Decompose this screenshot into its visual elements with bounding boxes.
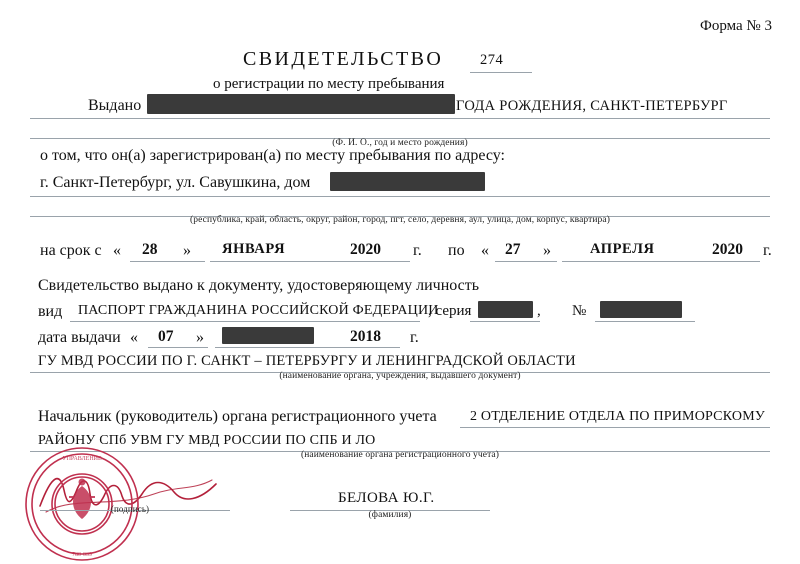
term-month-from: ЯНВАРЯ bbox=[222, 241, 286, 257]
signature-caption: (подпись) bbox=[110, 504, 150, 514]
term-rule-day-to bbox=[495, 261, 557, 262]
issue-date-quote-open: « bbox=[130, 329, 138, 346]
chief-authority-line-2: РАЙОНУ СПб УВМ ГУ МВД РОССИИ ПО СПБ И ЛО bbox=[38, 433, 376, 448]
term-year-to: 2020 bbox=[712, 241, 743, 258]
certificate-number-rule bbox=[470, 72, 532, 73]
registration-address: г. Санкт-Петербург, ул. Савушкина, дом bbox=[40, 174, 311, 191]
form-number: Форма № 3 bbox=[700, 18, 772, 34]
term-year-abbr-2: г. bbox=[763, 242, 772, 259]
issued-to-rule-1 bbox=[30, 118, 770, 119]
term-rule-day-from bbox=[130, 261, 205, 262]
identity-document-comma: , bbox=[537, 303, 541, 319]
issue-date-label: дата выдачи bbox=[38, 329, 121, 346]
certificate-number: 274 bbox=[480, 52, 504, 68]
issue-date-day-rule bbox=[148, 347, 208, 348]
svg-text:780-039: 780-039 bbox=[72, 552, 92, 558]
issued-to-birth-info: ГОДА РОЖДЕНИЯ, САНКТ-ПЕТЕРБУРГ bbox=[456, 98, 728, 114]
identity-number-rule bbox=[595, 321, 695, 322]
redacted-name-block bbox=[147, 94, 455, 114]
registration-intro: о том, что он(а) зарегистрирован(а) по месту пребывания по адресу: bbox=[40, 147, 505, 164]
issuing-authority-value: ГУ МВД РОССИИ ПО Г. САНКТ – ПЕТЕРБУРГУ И ЛЕНИНГРАДСКОЙ ОБЛАСТИ bbox=[38, 353, 576, 369]
identity-document-number-label: № bbox=[572, 303, 587, 319]
issue-date-year-abbr: г. bbox=[410, 329, 419, 346]
identity-document-series-label: , серия bbox=[428, 303, 472, 319]
redacted-series-block bbox=[478, 301, 533, 318]
identity-document-kind-value: ПАСПОРТ ГРАЖДАНИНА РОССИЙСКОЙ ФЕДЕРАЦИИ bbox=[78, 303, 439, 318]
term-day-to: 27 bbox=[505, 241, 521, 258]
surname-caption: (фамилия) bbox=[368, 510, 412, 520]
identity-kind-rule bbox=[70, 321, 420, 322]
term-month-to: АПРЕЛЯ bbox=[590, 241, 655, 257]
term-quote-close-2: » bbox=[543, 242, 551, 259]
identity-series-rule bbox=[470, 321, 540, 322]
chief-caption: (наименование органа регистрационного учета) bbox=[300, 450, 500, 460]
term-year-abbr-1: г. bbox=[413, 242, 422, 259]
issue-date-year: 2018 bbox=[350, 328, 381, 345]
page-title: СВИДЕТЕЛЬСТВО bbox=[243, 48, 444, 70]
term-to-label: по bbox=[448, 242, 465, 259]
chief-label: Начальник (руководитель) органа регистрационного учета bbox=[38, 408, 437, 425]
term-year-from: 2020 bbox=[350, 241, 381, 258]
term-quote-open-1: « bbox=[113, 242, 121, 259]
redacted-address-block bbox=[330, 172, 485, 191]
chief-rule-1 bbox=[460, 427, 770, 428]
chief-authority-line-1: 2 ОТДЕЛЕНИЕ ОТДЕЛА ПО ПРИМОРСКОМУ bbox=[470, 409, 765, 424]
issue-date-quote-close: » bbox=[196, 329, 204, 346]
term-quote-open-2: « bbox=[481, 242, 489, 259]
surname-value: БЕЛОВА Ю.Г. bbox=[338, 490, 435, 506]
term-day-from: 28 bbox=[142, 241, 158, 258]
term-from-label: на срок с bbox=[40, 242, 102, 259]
term-quote-close-1: » bbox=[183, 242, 191, 259]
issue-date-month-rule bbox=[215, 347, 400, 348]
term-rule-month-from bbox=[210, 261, 410, 262]
address-caption: (республика, край, область, округ, район, город, пгт, село, деревня, аул, улица, дом, корпус, квартира) bbox=[189, 215, 610, 225]
redacted-number-block bbox=[600, 301, 682, 318]
issue-date-day: 07 bbox=[158, 328, 174, 345]
term-rule-month-to bbox=[562, 261, 760, 262]
identity-document-heading: Свидетельство выдано к документу, удостоверяющему личность bbox=[38, 277, 480, 294]
page-subtitle: о регистрации по месту пребывания bbox=[213, 76, 445, 92]
svg-text:УПРАВЛЕНИЕ: УПРАВЛЕНИЕ bbox=[62, 456, 102, 462]
identity-document-kind-label: вид bbox=[38, 303, 63, 320]
address-rule-1 bbox=[30, 196, 770, 197]
issued-to-caption: (Ф. И. О., год и место рождения) bbox=[332, 138, 468, 148]
issued-to-label: Выдано bbox=[88, 97, 142, 114]
issuing-authority-caption: (наименование органа, учреждения, выдавшего документ) bbox=[279, 371, 521, 381]
redacted-issue-month-block bbox=[222, 327, 314, 344]
